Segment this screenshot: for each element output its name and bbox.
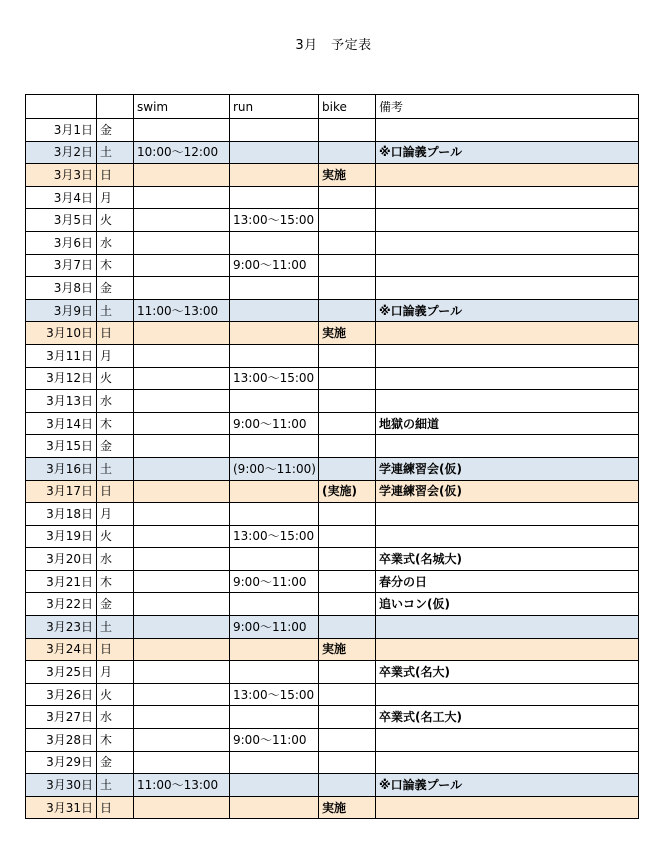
bike-cell [319,390,376,413]
header-swim: swim [134,95,230,119]
weekday-cell: 金 [97,277,134,300]
note-cell [376,119,639,142]
bike-cell [319,277,376,300]
weekday-cell: 木 [97,412,134,435]
bike-cell: (実施) [319,480,376,503]
run-cell [230,141,319,164]
table-row [26,299,639,322]
table-row [26,525,639,548]
run-cell [230,661,319,684]
date-cell: 3月14日 [26,412,97,435]
note-cell [376,525,639,548]
table-row [26,277,639,300]
table-row [26,751,639,774]
note-cell: 追いコン(仮) [376,593,639,616]
bike-cell [319,593,376,616]
table-row [26,616,639,639]
bike-cell [319,548,376,571]
run-cell: 13:00～15:00 [230,367,319,390]
swim-cell [134,390,230,413]
swim-cell [134,322,230,345]
date-cell: 3月6日 [26,231,97,254]
bike-cell [319,774,376,797]
note-cell [376,231,639,254]
date-cell: 3月9日 [26,299,97,322]
table-row [26,548,639,571]
swim-cell [134,638,230,661]
note-cell: 卒業式(名大) [376,661,639,684]
weekday-cell: 金 [97,593,134,616]
date-cell: 3月29日 [26,751,97,774]
table-row [26,706,639,729]
weekday-cell: 火 [97,525,134,548]
bike-cell [319,186,376,209]
date-cell: 3月17日 [26,480,97,503]
swim-cell [134,231,230,254]
weekday-cell: 火 [97,367,134,390]
weekday-cell: 水 [97,706,134,729]
weekday-cell: 金 [97,435,134,458]
swim-cell: 10:00～12:00 [134,141,230,164]
swim-cell [134,706,230,729]
bike-cell [319,457,376,480]
swim-cell [134,751,230,774]
bike-cell [319,729,376,752]
weekday-cell: 月 [97,661,134,684]
swim-cell [134,729,230,752]
page-title: 3月 予定表 [295,38,372,53]
swim-cell: 11:00～13:00 [134,299,230,322]
swim-cell [134,367,230,390]
swim-cell [134,548,230,571]
run-cell: 13:00～15:00 [230,209,319,232]
note-cell [376,209,639,232]
date-cell: 3月30日 [26,774,97,797]
weekday-cell: 金 [97,751,134,774]
date-cell: 3月7日 [26,254,97,277]
table-row [26,796,639,819]
table-row [26,457,639,480]
weekday-cell: 土 [97,299,134,322]
bike-cell [319,254,376,277]
swim-cell [134,412,230,435]
run-cell [230,751,319,774]
bike-cell [319,751,376,774]
note-cell [376,435,639,458]
run-cell [230,796,319,819]
weekday-cell: 木 [97,254,134,277]
run-cell [230,186,319,209]
table-row [26,322,639,345]
run-cell [230,480,319,503]
swim-cell [134,254,230,277]
bike-cell [319,209,376,232]
bike-cell [319,412,376,435]
date-cell: 3月3日 [26,164,97,187]
swim-cell [134,570,230,593]
date-cell: 3月10日 [26,322,97,345]
note-cell: 春分の日 [376,570,639,593]
table-row [26,435,639,458]
table-row [26,661,639,684]
run-cell [230,322,319,345]
note-cell: ※口論義プール [376,299,639,322]
weekday-cell: 月 [97,186,134,209]
swim-cell [134,344,230,367]
bike-cell [319,119,376,142]
bike-cell: 実施 [319,322,376,345]
swim-cell [134,435,230,458]
run-cell: 13:00～15:00 [230,683,319,706]
swim-cell [134,480,230,503]
swim-cell [134,683,230,706]
run-cell: 9:00～11:00 [230,570,319,593]
swim-cell [134,503,230,526]
weekday-cell: 土 [97,774,134,797]
run-cell [230,706,319,729]
bike-cell [319,503,376,526]
table-row [26,638,639,661]
date-cell: 3月22日 [26,593,97,616]
date-cell: 3月28日 [26,729,97,752]
swim-cell [134,186,230,209]
date-cell: 3月5日 [26,209,97,232]
bike-cell [319,367,376,390]
table-header-row [26,95,639,119]
table-row [26,774,639,797]
run-cell [230,119,319,142]
bike-cell [319,231,376,254]
note-cell [376,751,639,774]
header-note: 備考 [376,95,639,119]
swim-cell [134,164,230,187]
run-cell [230,638,319,661]
date-cell: 3月31日 [26,796,97,819]
date-cell: 3月27日 [26,706,97,729]
run-cell [230,435,319,458]
note-cell [376,186,639,209]
weekday-cell: 水 [97,231,134,254]
run-cell [230,503,319,526]
weekday-cell: 水 [97,390,134,413]
note-cell: 学連練習会(仮) [376,480,639,503]
table-row [26,593,639,616]
table-row [26,141,639,164]
swim-cell [134,277,230,300]
table-row [26,186,639,209]
note-cell [376,367,639,390]
note-cell: 卒業式(名工大) [376,706,639,729]
bike-cell: 実施 [319,164,376,187]
header-bike: bike [319,95,376,119]
run-cell [230,390,319,413]
run-cell [230,164,319,187]
date-cell: 3月26日 [26,683,97,706]
date-cell: 3月19日 [26,525,97,548]
run-cell: 9:00～11:00 [230,254,319,277]
note-cell [376,322,639,345]
run-cell: (9:00～11:00) [230,457,319,480]
note-cell [376,638,639,661]
weekday-cell: 土 [97,616,134,639]
table-row [26,390,639,413]
table-row [26,480,639,503]
date-cell: 3月2日 [26,141,97,164]
date-cell: 3月15日 [26,435,97,458]
note-cell: 卒業式(名城大) [376,548,639,571]
bike-cell [319,344,376,367]
bike-cell [319,683,376,706]
weekday-cell: 水 [97,548,134,571]
date-cell: 3月4日 [26,186,97,209]
weekday-cell: 日 [97,480,134,503]
table-row [26,570,639,593]
date-cell: 3月11日 [26,344,97,367]
weekday-cell: 月 [97,344,134,367]
run-cell [230,231,319,254]
bike-cell [319,299,376,322]
table-row [26,367,639,390]
run-cell: 13:00～15:00 [230,525,319,548]
table-row [26,729,639,752]
weekday-cell: 火 [97,683,134,706]
bike-cell [319,661,376,684]
run-cell [230,548,319,571]
swim-cell [134,525,230,548]
note-cell [376,254,639,277]
weekday-cell: 木 [97,570,134,593]
weekday-cell: 火 [97,209,134,232]
note-cell: ※口論義プール [376,774,639,797]
note-cell [376,503,639,526]
date-cell: 3月8日 [26,277,97,300]
date-cell: 3月16日 [26,457,97,480]
date-cell: 3月1日 [26,119,97,142]
swim-cell [134,457,230,480]
table-row [26,231,639,254]
bike-cell [319,616,376,639]
schedule-table [25,94,639,819]
weekday-cell: 日 [97,164,134,187]
bike-cell: 実施 [319,638,376,661]
date-cell: 3月18日 [26,503,97,526]
note-cell: ※口論義プール [376,141,639,164]
note-cell [376,729,639,752]
date-cell: 3月23日 [26,616,97,639]
run-cell [230,344,319,367]
bike-cell [319,435,376,458]
swim-cell [134,119,230,142]
bike-cell: 実施 [319,796,376,819]
table-row [26,164,639,187]
date-cell: 3月20日 [26,548,97,571]
run-cell [230,277,319,300]
date-cell: 3月21日 [26,570,97,593]
run-cell: 9:00～11:00 [230,729,319,752]
note-cell [376,164,639,187]
date-cell: 3月25日 [26,661,97,684]
header-date [26,95,97,119]
table-row [26,344,639,367]
run-cell [230,299,319,322]
swim-cell [134,796,230,819]
run-cell: 9:00～11:00 [230,412,319,435]
swim-cell [134,616,230,639]
note-cell [376,616,639,639]
header-day [97,95,134,119]
table-row [26,254,639,277]
note-cell: 地獄の細道 [376,412,639,435]
swim-cell [134,209,230,232]
weekday-cell: 日 [97,638,134,661]
weekday-cell: 木 [97,729,134,752]
date-cell: 3月24日 [26,638,97,661]
header-run: run [230,95,319,119]
weekday-cell: 金 [97,119,134,142]
date-cell: 3月13日 [26,390,97,413]
table-row [26,119,639,142]
bike-cell [319,570,376,593]
bike-cell [319,706,376,729]
note-cell: 学連練習会(仮) [376,457,639,480]
swim-cell [134,661,230,684]
note-cell [376,344,639,367]
weekday-cell: 土 [97,141,134,164]
weekday-cell: 月 [97,503,134,526]
run-cell [230,774,319,797]
table-row [26,412,639,435]
date-cell: 3月12日 [26,367,97,390]
note-cell [376,796,639,819]
weekday-cell: 日 [97,322,134,345]
bike-cell [319,525,376,548]
table-row [26,503,639,526]
table-row [26,683,639,706]
note-cell [376,390,639,413]
swim-cell [134,593,230,616]
run-cell [230,593,319,616]
table-row [26,209,639,232]
note-cell [376,277,639,300]
weekday-cell: 土 [97,457,134,480]
bike-cell [319,141,376,164]
swim-cell: 11:00～13:00 [134,774,230,797]
note-cell [376,683,639,706]
run-cell: 9:00～11:00 [230,616,319,639]
weekday-cell: 日 [97,796,134,819]
